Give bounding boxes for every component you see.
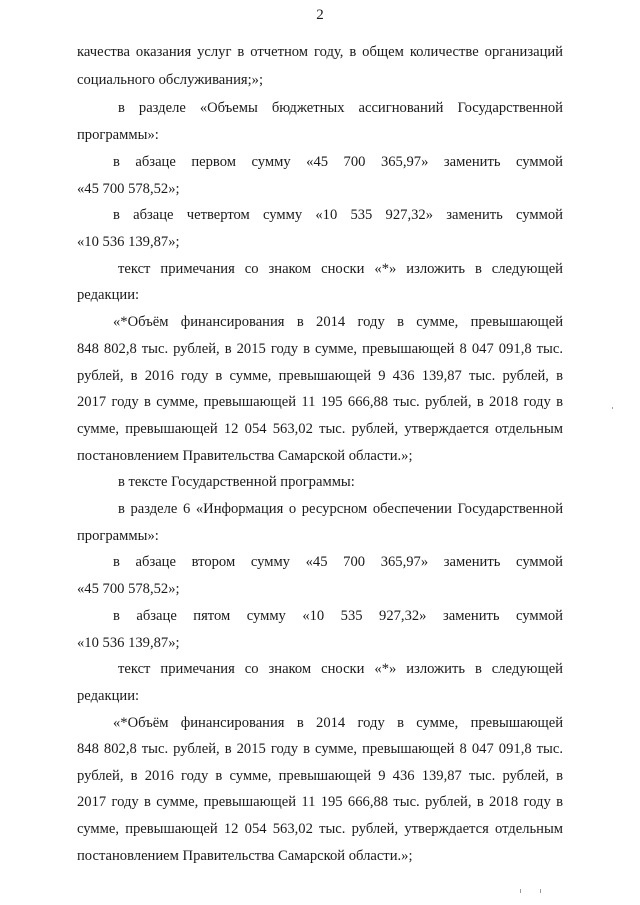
text-line: постановлением Правительства Самарской области.»; <box>77 848 413 864</box>
text-line: в абзаце первом сумму «45 700 365,97» заменить суммой <box>113 154 563 170</box>
text-line: «45 700 578,52»; <box>77 581 180 597</box>
text-line: рублей, в 2016 году в сумме, превышающей 9 436 139,87 тыс. рублей, в <box>77 368 563 384</box>
text-line: качества оказания услуг в отчетном году, в общем количестве организаций <box>77 44 563 60</box>
text-line: «*Объём финансирования в 2014 году в сумме, превышающей <box>113 314 563 330</box>
text-line: в разделе 6 «Информация о ресурсном обеспечении Государственной <box>118 501 563 517</box>
scan-speck <box>540 889 541 893</box>
text-line: программы»: <box>77 528 159 544</box>
text-line: текст примечания со знаком сноски «*» изложить в следующей <box>118 661 563 677</box>
text-line: «*Объём финансирования в 2014 году в сумме, превышающей <box>113 715 563 731</box>
page-number: 2 <box>316 7 324 23</box>
text-line: «10 536 139,87»; <box>77 234 180 250</box>
text-line: в тексте Государственной программы: <box>118 474 355 490</box>
text-line: 2017 году в сумме, превышающей 11 195 666,88 тыс. рублей, в 2018 году в <box>77 794 563 810</box>
text-line: 848 802,8 тыс. рублей, в 2015 году в сумме, превышающей 8 047 091,8 тыс. <box>77 341 563 357</box>
text-line: текст примечания со знаком сноски «*» изложить в следующей <box>118 261 563 277</box>
text-line: 848 802,8 тыс. рублей, в 2015 году в сумме, превышающей 8 047 091,8 тыс. <box>77 741 563 757</box>
text-line: в абзаце пятом сумму «10 535 927,32» заменить суммой <box>113 608 563 624</box>
text-line: «45 700 578,52»; <box>77 181 180 197</box>
scan-speck <box>520 889 521 893</box>
text-line: в абзаце втором сумму «45 700 365,97» заменить суммой <box>113 554 563 570</box>
text-line: сумме, превышающей 12 054 563,02 тыс. рублей, утверждается отдельным <box>77 821 563 837</box>
text-line: редакции: <box>77 287 140 303</box>
text-line: социального обслуживания;»; <box>77 72 264 88</box>
text-line: рублей, в 2016 году в сумме, превышающей 9 436 139,87 тыс. рублей, в <box>77 768 563 784</box>
text-line: в разделе «Объемы бюджетных ассигнований Государственной <box>118 100 563 116</box>
text-line: в абзаце четвертом сумму «10 535 927,32» заменить суммой <box>113 207 563 223</box>
text-line: постановлением Правительства Самарской области.»; <box>77 448 413 464</box>
text-line: «10 536 139,87»; <box>77 635 180 651</box>
text-line: программы»: <box>77 127 159 143</box>
text-line: 2017 году в сумме, превышающей 11 195 666,88 тыс. рублей, в 2018 году в <box>77 394 563 410</box>
text-line: сумме, превышающей 12 054 563,02 тыс. рублей, утверждается отдельным <box>77 421 563 437</box>
text-line: редакции: <box>77 688 140 704</box>
scan-speck <box>612 407 613 409</box>
